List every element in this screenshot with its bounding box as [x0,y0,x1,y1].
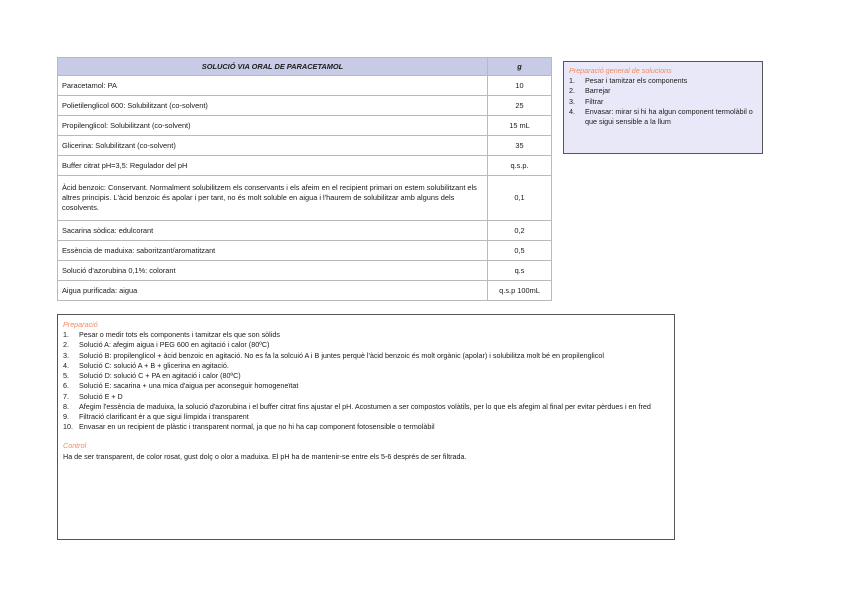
step-text: Solució A: afegim aigua i PEG 600 en agitació i calor (80ºC) [79,340,270,350]
step-text: Filtrar [585,96,604,106]
step-text: Afegim l'essència de maduixa, la solució d'azorubina i el buffer citrat fins ajustar el pH. Acostumen a ser compostos volàtils, per lo que els afegim al final per evitar pèrdues i en fred [79,401,651,411]
ingredient-cell: Propilenglicol: Solubilitzant (co-solvent) [58,116,488,136]
preparation-title: Preparació [63,320,98,329]
quantity-cell: q.s.p. [488,156,552,176]
ingredient-cell: Solució d'azorubina 0,1%: colorant [58,261,488,281]
quantity-cell: 0,2 [488,221,552,241]
preparation-box [57,314,675,540]
quantity-cell: 25 [488,96,552,116]
control-text: Ha de ser transparent, de color rosat, gust dolç o olor a maduixa. El pH ha de mantenir-se entre els 5-6 després de ser filtrada. [63,451,467,461]
step-number: 1. [569,76,575,86]
ingredient-cell: Polietilenglicol 600: Solubilitzant (co-solvent) [58,96,488,116]
list-item [63,422,668,432]
table-row [58,136,552,156]
step-number: 4. [569,106,575,116]
quantity-cell: 0,5 [488,241,552,261]
list-item [63,361,668,371]
table-row [58,221,552,241]
table-row [58,76,552,96]
step-text: Solució C: solució A + B + glicerina en agitació. [79,360,229,370]
step-number: 9. [63,411,69,421]
general-prep-steps [569,76,762,127]
ingredient-cell: Aigua purificada: aigua [58,281,488,301]
step-text: Solució D: solució C + PA en agitació i calor (80ºC) [79,371,241,381]
step-number: 2. [569,86,575,96]
step-text: Barrejar [585,86,611,96]
table-row [58,281,552,301]
list-item [63,412,668,422]
formula-header-row [58,58,552,76]
ingredient-cell: Paracetamol: PA [58,76,488,96]
ingredient-cell: Àcid benzoic: Conservant. Normalment solubilitzem els conservants i els afeim en el recipient primari on estem solubilitzant els altres principis. L'àcid benzoic és apolar i per tant, no és molt soluble en aigua i l'haurem de solubilitzar amb alguns dels cosolvents. [58,176,488,221]
list-item [63,351,668,361]
list-item [569,107,762,127]
step-text: Pesar i tamitzar els components [585,76,688,86]
list-item [63,402,668,412]
formula-table [57,57,552,301]
step-number: 3. [569,96,575,106]
list-item [63,381,668,391]
step-text: Solució E + D [79,391,123,401]
step-text: Envasar en un recipient de plàstic i transparent normal, ja que no hi ha cap component fotosensible o termolàbil [79,422,435,432]
table-row [58,156,552,176]
list-item [569,86,762,96]
step-number: 10. [63,422,73,432]
step-number: 4. [63,360,69,370]
table-row [58,96,552,116]
quantity-cell: 0,1 [488,176,552,221]
table-row [58,176,552,221]
step-text: Envasar: mirar si hi ha algun component termolàbil o que sigui sensible a la llum [585,106,753,127]
step-text: Solució B: propilenglicol + àcid benzoic en agitació. No es fa la solcuió A i B juntes perquè l'àcid benzoic és molt orgànic (apolar) i solubilitza molt bé en propilenglicol [79,350,604,360]
ingredient-cell: Glicerina: Solubilitzant (co-solvent) [58,136,488,156]
preparation-steps [63,330,668,432]
step-number: 5. [63,371,69,381]
list-item [569,97,762,107]
ingredient-cell: Essència de maduixa: saboritzant/aromatitzant [58,241,488,261]
quantity-cell: 35 [488,136,552,156]
quantity-cell: q.s [488,261,552,281]
step-number: 1. [63,330,69,340]
ingredient-cell: Buffer citrat pH=3,5: Regulador del pH [58,156,488,176]
quantity-cell: 15 mL [488,116,552,136]
formula-title-header: SOLUCIÓ VIA ORAL DE PARACETAMOL [58,58,488,76]
quantity-cell: q.s.p 100mL [488,281,552,301]
table-row [58,261,552,281]
step-number: 3. [63,350,69,360]
step-number: 2. [63,340,69,350]
step-number: 8. [63,401,69,411]
quantity-cell: 10 [488,76,552,96]
general-prep-box [563,61,763,154]
step-number: 6. [63,381,69,391]
formula-unit-header: g [488,58,552,76]
list-item [569,76,762,86]
list-item [63,371,668,381]
list-item [63,340,668,350]
control-title: Control [63,441,87,451]
step-number: 7. [63,391,69,401]
table-row [58,116,552,136]
table-row [58,241,552,261]
step-text: Pesar o medir tots els components i tamitzar els que son sòlids [79,330,280,340]
general-prep-title: Preparació general de solucions [569,66,672,75]
ingredient-cell: Sacarina sòdica: edulcorant [58,221,488,241]
list-item [63,392,668,402]
step-text: Filtració clarificant èr a que sigui límpida i transparent [79,411,249,421]
list-item [63,330,668,340]
step-text: Solució E: sacarina + una mica d'aigua per aconseguir homogeneïtat [79,381,299,391]
